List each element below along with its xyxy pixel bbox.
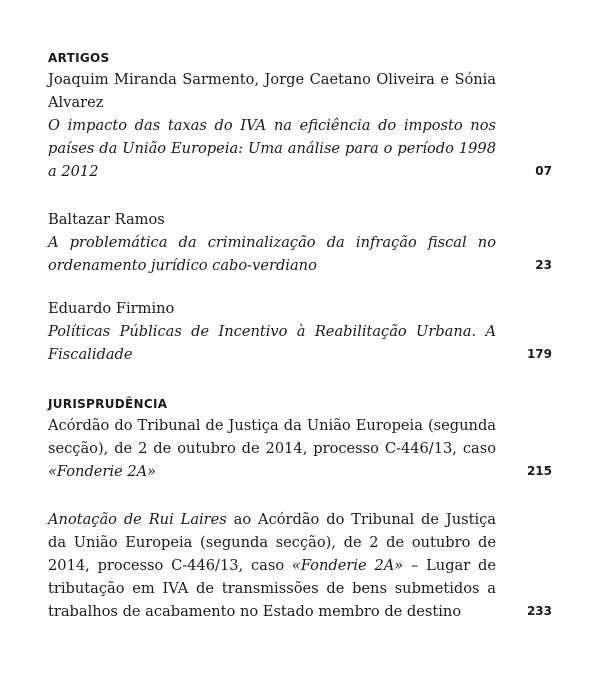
entry-author: Eduardo Firmino — [48, 300, 175, 317]
entry-body — [48, 208, 496, 277]
entry-page-number: 233 — [526, 604, 552, 618]
entry-author: Baltazar Ramos — [48, 211, 165, 228]
table-of-contents — [48, 50, 552, 623]
entry-page-number: 23 — [535, 258, 552, 272]
entry-body — [48, 414, 496, 483]
case-name: «Fonderie 2A» — [48, 463, 157, 480]
toc-entry[interactable] — [48, 68, 552, 183]
entry-page-number: 215 — [526, 464, 552, 478]
entry-body — [48, 297, 496, 366]
entry-title: O impacto das taxas do IVA na eficiência do imposto nos países da União Europeia: Uma análise para o período 1998 a 2012 — [48, 117, 496, 180]
annotation-author: Anotação de Rui Laires — [48, 511, 227, 528]
section-heading-artigos: ARTIGOS — [48, 51, 110, 65]
entry-text-end: – Lugar de tributação em IVA de transmissões de bens submetidos a trabalhos de acabamento no Estado membro de destino — [48, 557, 496, 620]
toc-entry[interactable] — [48, 414, 552, 483]
toc-entry[interactable] — [48, 297, 552, 366]
entry-author: Joaquim Miranda Sarmento, Jorge Caetano Oliveira e Sónia Alvarez — [48, 71, 496, 111]
entry-text: ao Acórdão do Tribunal de Justiça da União Europeia (segunda secção), de 2 de outubro de 2014, processo C-446/13, caso — [48, 511, 497, 574]
entry-body — [48, 508, 496, 623]
toc-entry[interactable] — [48, 208, 552, 277]
section-heading-jurisprudencia: JURISPRUDÊNCIA — [48, 397, 168, 411]
entry-title: Políticas Públicas de Incentivo à Reabilitação Urbana. A Fiscalidade — [48, 323, 496, 363]
toc-entry[interactable] — [48, 508, 552, 623]
entry-page-number: 179 — [526, 347, 552, 361]
case-name: «Fonderie 2A» — [291, 557, 404, 574]
entry-title: A problemática da criminalização da infração fiscal no ordenamento jurídico cabo-verdiano — [48, 234, 496, 274]
entry-page-number: 07 — [535, 164, 552, 178]
entry-text: Acórdão do Tribunal de Justiça da União Europeia (segunda secção), de 2 de outubro de 2014, processo C-446/13, caso — [48, 417, 496, 457]
entry-body — [48, 68, 496, 183]
